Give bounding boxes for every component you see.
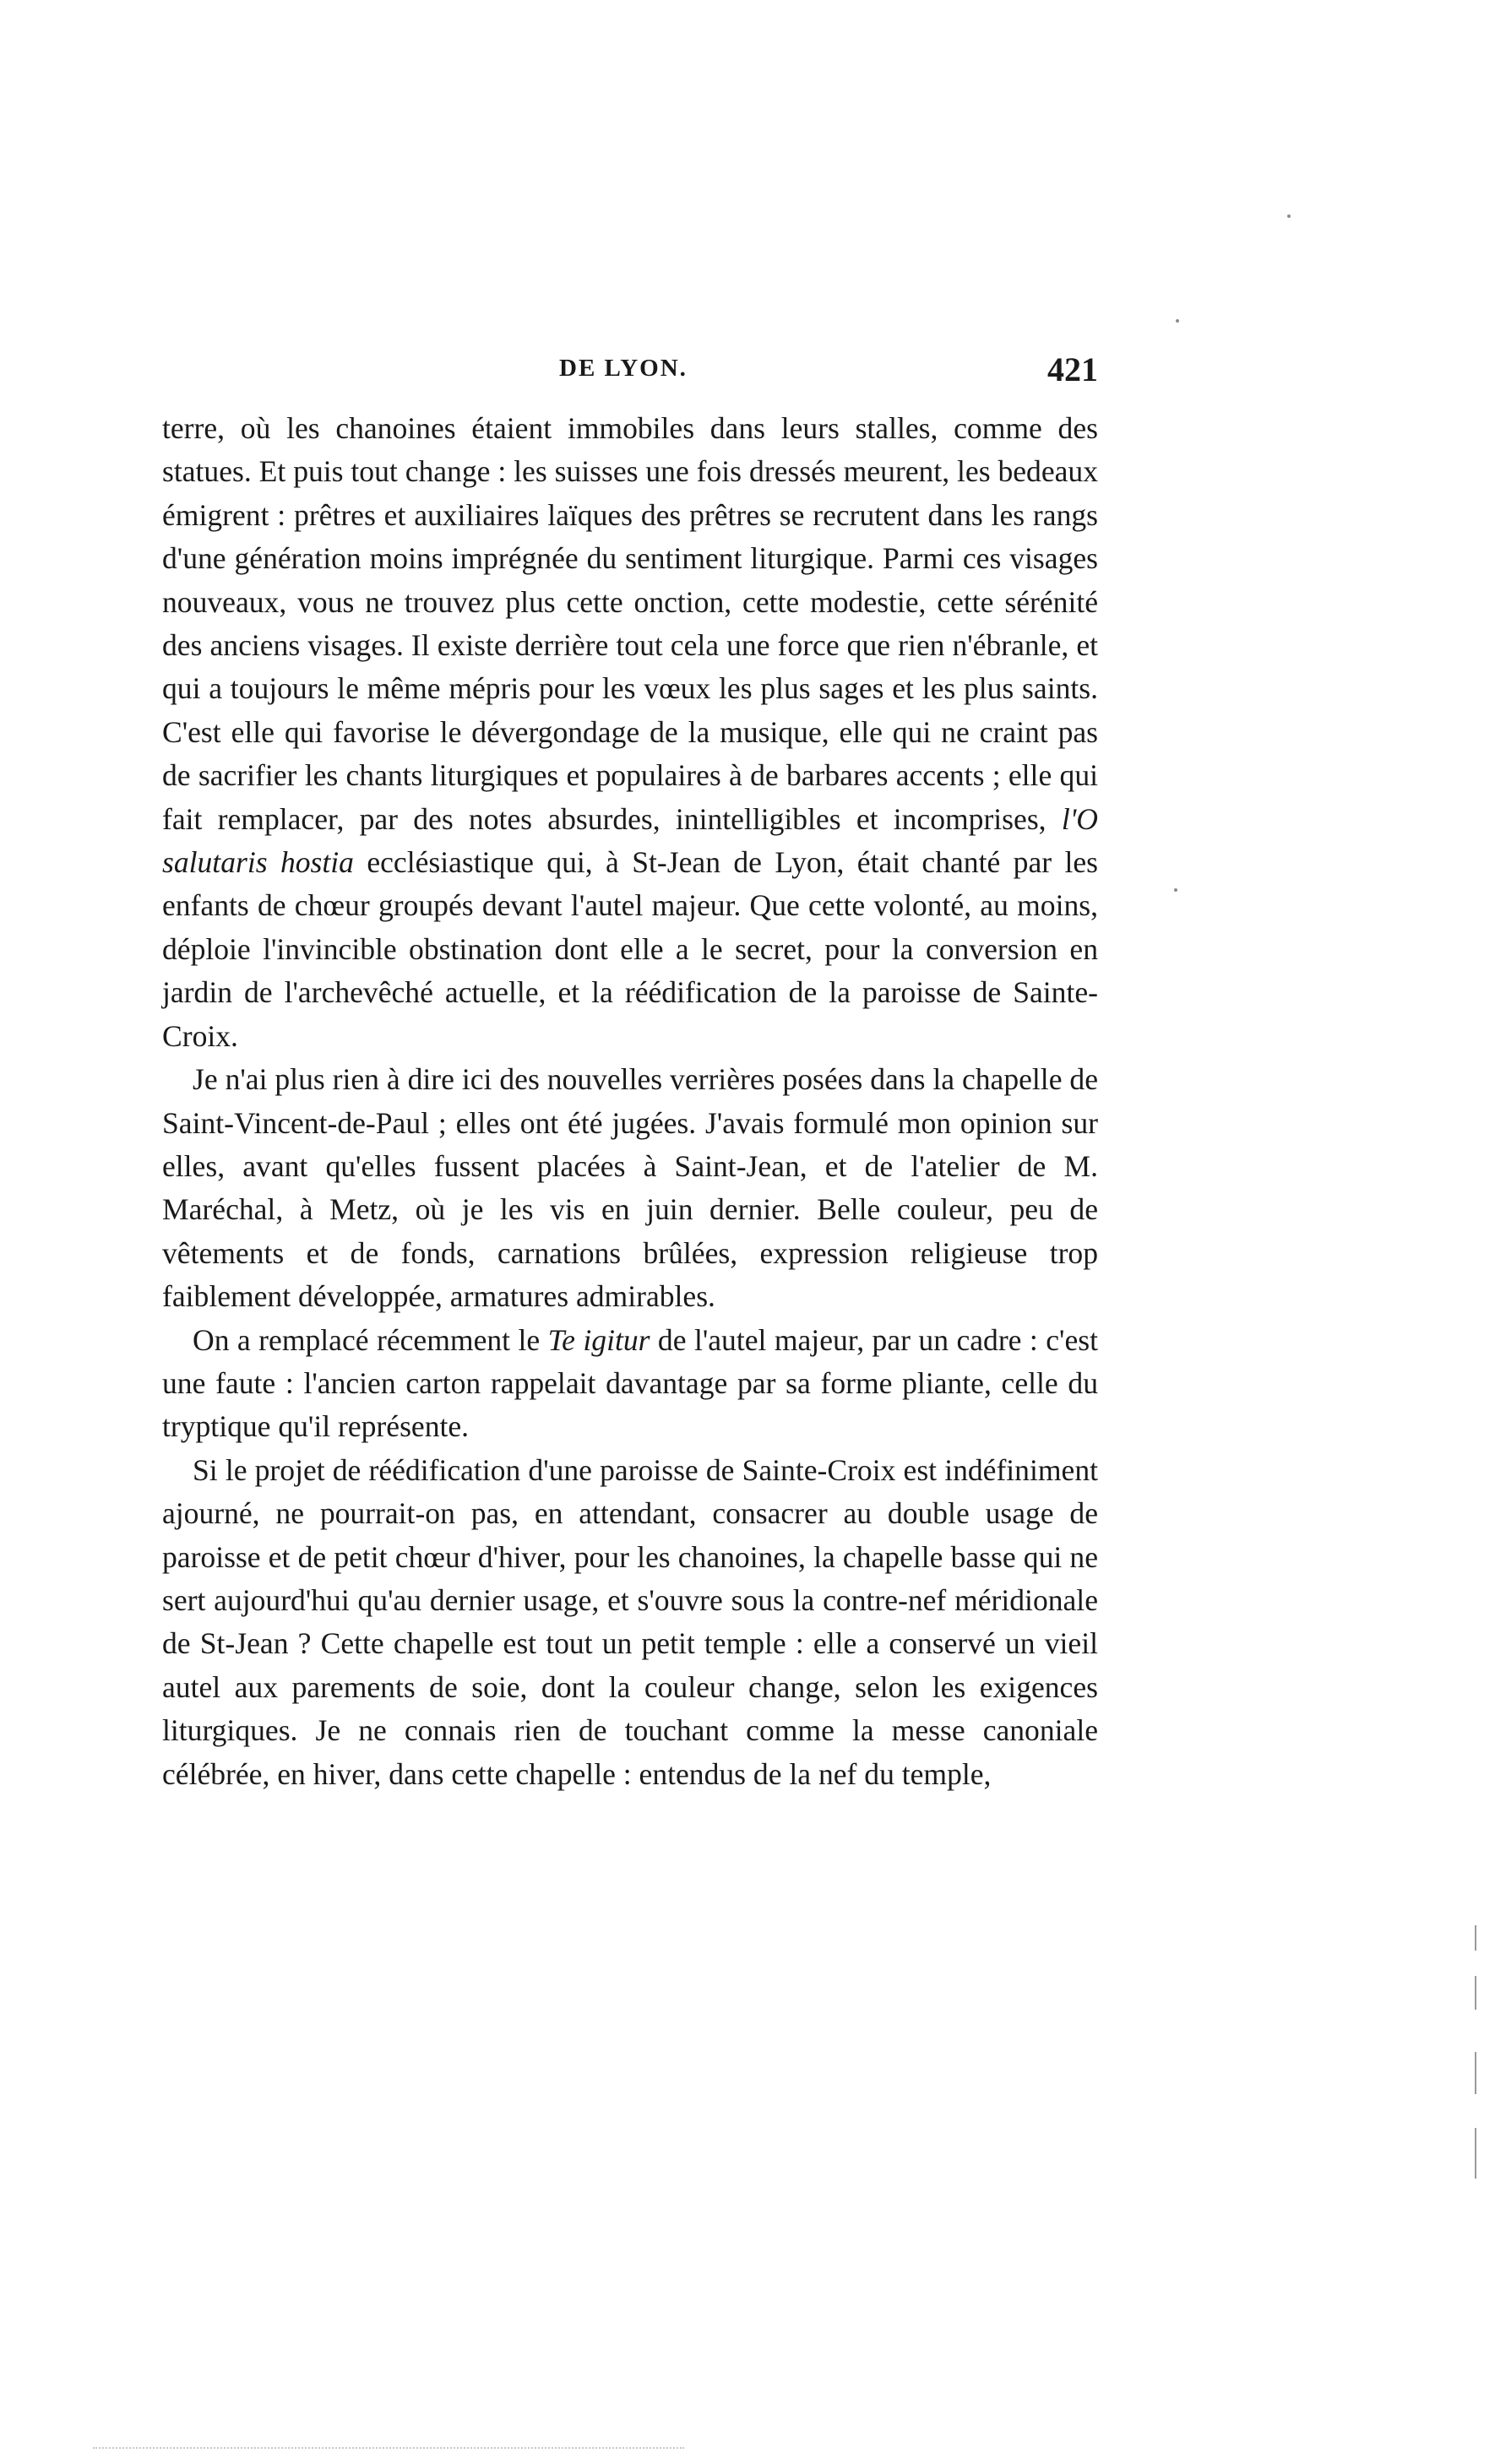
scan-speck bbox=[1287, 214, 1291, 218]
paragraph-1 bbox=[162, 407, 1098, 1058]
paragraph-1-italic: l'O salutaris hostia bbox=[162, 801, 1098, 880]
page-header bbox=[162, 350, 1098, 407]
paragraph-4 bbox=[162, 1449, 1098, 1796]
book-page bbox=[162, 350, 1099, 1796]
scan-edge-mark bbox=[1475, 2052, 1476, 2094]
body-text bbox=[162, 407, 1098, 1796]
paragraph-2 bbox=[162, 1058, 1098, 1318]
scan-edge-marks bbox=[1475, 1925, 1480, 2212]
paragraph-3 bbox=[162, 1319, 1098, 1449]
paragraph-1-text: terre, où les chanoines étaient immobiles dans leurs stalles, comme des statues. Et puis tout change : les suisses une fois dressés meurent, les bedeaux émigrent : prêtres et auxiliaires laïques des prêtres se recrutent dans les rangs d'une génération moins imprégnée du sentiment liturgique. Parmi ces visages nouveaux, vous ne trouvez plus cette onction, cette modestie, cette sérénité des anciens visages. Il existe derrière tout cela une force que rien n'ébranle, et qui a toujours le même mépris pour les vœux les plus sages et les plus saints. C'est elle qui favorise le dévergondage de la musique, elle qui ne craint pas de sacrifier les chants liturgiques et populaires à de barbares accents ; elle qui fait remplacer, par des notes absurdes, inintelligibles et incomprises, bbox=[162, 411, 1098, 836]
running-title: DE LYON. bbox=[559, 355, 688, 382]
paragraph-2-text: Je n'ai plus rien à dire ici des nouvelles verrières posées dans la chapelle de Saint-Vincent-de-Paul ; elles ont été jugées. J'avais formulé mon opinion sur elles, avant qu'elles fussent placées à Saint-Jean, et de l'atelier de M. Maréchal, à Metz, où je les vis en juin dernier. Belle couleur, peu de vêtements et de fonds, carnations brûlées, expression religieuse trop faiblement développée, armatures admirables. bbox=[162, 1062, 1098, 1314]
scan-speck bbox=[1176, 319, 1179, 323]
paragraph-3-text-after: de l'autel majeur, par un cadre : c'est une faute : l'ancien carton rappelait davantage par sa forme pliante, celle du tryptique qu'il représente. bbox=[162, 1322, 1098, 1444]
paragraph-1-text-after: ecclésiastique qui, à St-Jean de Lyon, était chanté par les enfants de chœur groupés devant l'autel majeur. Que cette volonté, au moins, déploie l'invincible obstination dont elle a le secret, pour la conversion en jardin de l'archevêché actuelle, et la réédification de la paroisse de Sainte-Croix. bbox=[162, 845, 1099, 1053]
paragraph-4-text: Si le projet de réédification d'une paroisse de Sainte-Croix est indéfiniment ajourné, ne pourrait-on pas, en attendant, consacrer au double usage de paroisse et de petit chœur d'hiver, pour les chanoines, la chapelle basse qui ne sert aujourd'hui qu'au dernier usage, et s'ouvre sous la contre-nef méridionale de St-Jean ? Cette chapelle est tout un petit temple : elle a conservé un vieil autel aux parements de soie, dont la couleur change, selon les exigences liturgiques. Je ne connais rien de touchant comme la messe canoniale célébrée, en hiver, dans cette chapelle : entendus de la nef du temple, bbox=[162, 1452, 1098, 1791]
scan-speck bbox=[1174, 888, 1177, 892]
scan-edge-mark bbox=[1475, 2128, 1476, 2179]
scan-edge-mark bbox=[1475, 1976, 1476, 2010]
scan-bottom-edge bbox=[93, 2447, 684, 2451]
scan-edge-mark bbox=[1475, 1925, 1476, 1951]
paragraph-3-italic: Te igitur bbox=[547, 1322, 650, 1357]
paragraph-3-text: On a remplacé récemment le bbox=[193, 1322, 548, 1357]
page-number: 421 bbox=[1047, 350, 1098, 388]
